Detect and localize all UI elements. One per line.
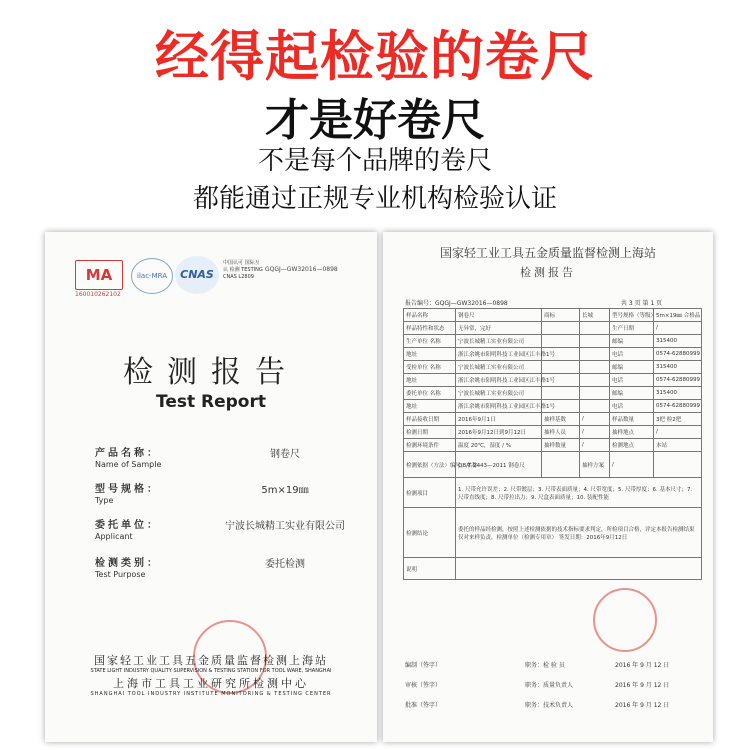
table-cell: /	[580, 439, 610, 452]
table-cell: 样品接收日期	[404, 413, 456, 426]
cover-title-zh: 检测报告	[123, 355, 299, 390]
table-cell: 抽样人员	[542, 426, 580, 439]
field-label: 型号规格：	[95, 484, 160, 495]
report-number: 报告编号：GQGJ—GW32016—0898	[405, 300, 508, 307]
table-cell: 2016年9月1日	[456, 413, 542, 426]
table-cell	[580, 335, 610, 348]
field-sample-name	[95, 444, 300, 469]
table-cell: /	[580, 426, 610, 439]
field-label-en: Name of Sample	[95, 460, 162, 469]
field-value: 委托检测	[265, 559, 305, 570]
ilac-logo: ilac-MRA	[131, 258, 173, 294]
table-cell: 邮编	[610, 361, 654, 374]
table-cell: 抽样地点	[610, 426, 654, 439]
table-cell: 生产日期	[610, 322, 654, 335]
field-type	[95, 480, 309, 505]
table-cell: 5m×19㎜ 合格品	[654, 309, 702, 322]
table-cell	[580, 361, 610, 374]
table-row	[404, 478, 702, 508]
table-cell: 抽样方案	[580, 452, 610, 478]
signature-date: 2016 年 9 月 12 日	[615, 682, 670, 689]
table-cell: 邮编	[610, 335, 654, 348]
table-cell: 温度 20℃，湿度 / %	[456, 439, 542, 452]
table-cell: 受检单位 名称	[404, 361, 456, 374]
table-cell: 315400	[654, 335, 702, 348]
table-row	[404, 322, 702, 335]
table-cell	[542, 335, 580, 348]
table-cell: 浙江余姚市阳明科技工业园区江丰路1号	[456, 400, 542, 413]
table-cell: 315400	[654, 361, 702, 374]
table-cell: 地址	[404, 400, 456, 413]
table-cell: 电话	[610, 374, 654, 387]
cnas-text: 中国认可 国际互认 检测 TESTING CNAS L2809	[223, 260, 263, 280]
table-cell: 地址	[404, 374, 456, 387]
table-cell	[542, 361, 580, 374]
institute-name-en: STATE LIGHT INDUSTRY QUALITY SUPERVISION & TESTING STATION FOR TOOL WARE, SHANGHAI	[90, 668, 332, 674]
table-cell: 0574-62880999	[654, 400, 702, 413]
table-cell: /	[654, 322, 702, 335]
table-cell: 电话	[610, 400, 654, 413]
signature-role: 审核（签字）	[405, 682, 442, 689]
table-cell: 浙江余姚市阳明科技工业园区江丰路1号	[456, 348, 542, 361]
table-row	[404, 426, 702, 439]
table-cell: /	[610, 452, 654, 478]
table-cell: 长城	[580, 309, 610, 322]
table-cell: 检测地点	[610, 439, 654, 452]
table-cell: /	[580, 413, 610, 426]
report-cover-page	[45, 232, 377, 742]
table-cell: 邮编	[610, 387, 654, 400]
signature-position: 职务：检 验 员	[525, 662, 565, 669]
table-cell	[456, 558, 702, 580]
field-label-en: Type	[95, 496, 114, 505]
table-cell: 浙江余姚市阳明科技工业园区江丰路1号	[456, 374, 542, 387]
table-cell: QB/T 2443—2011 钢卷尺	[456, 452, 542, 478]
table-cell: 地址	[404, 348, 456, 361]
headline-main: 经得起检验的卷尺	[155, 25, 595, 88]
cnas-logo: CNAS	[175, 256, 219, 294]
institute-name-zh: 国家轻工业工具五金质量监督检测上海站	[94, 654, 328, 667]
report-detail-page	[383, 232, 713, 742]
table-cell	[542, 452, 580, 478]
institute2-name-zh: 上海市工具工业研究所检测中心	[113, 677, 309, 690]
field-label: 产品名称：	[95, 448, 160, 459]
table-cell: 抽样基数	[542, 413, 580, 426]
signature-role: 编制（签字）	[405, 662, 442, 669]
table-cell: 检测依据（方法）编号、名称	[404, 452, 456, 478]
table-cell: 生产单位 名称	[404, 335, 456, 348]
table-cell: 宁波长城精工实业有限公司	[456, 335, 542, 348]
table-row	[404, 400, 702, 413]
field-label: 委托单位：	[95, 520, 160, 531]
table-row	[404, 361, 702, 374]
table-cell: 315400	[654, 387, 702, 400]
table-cell	[580, 322, 610, 335]
table-row	[404, 309, 702, 322]
field-applicant	[95, 516, 345, 541]
field-label: 检测类别：	[95, 558, 160, 569]
table-cell: 本站	[654, 439, 702, 452]
table-cell: 样品特性和状态	[404, 322, 456, 335]
table-cell: 委托单位 名称	[404, 387, 456, 400]
report-institute-title: 国家轻工业工具五金质量监督检测上海站	[439, 246, 656, 260]
signature-date: 2016 年 9 月 12 日	[615, 662, 670, 669]
table-cell: 检测项目	[404, 478, 456, 508]
institute2-name-en: SHANGHAI TOOL INDUSTRY INSTITUTE MONITORING & TESTING CENTER	[90, 691, 332, 697]
table-cell: 宁波长城精工实业有限公司	[456, 387, 542, 400]
table-row	[404, 335, 702, 348]
report-table	[403, 308, 702, 580]
field-test-purpose	[95, 554, 305, 579]
headline-secondary: 才是好卷尺	[265, 95, 485, 146]
table-cell: 检测日期	[404, 426, 456, 439]
table-cell: 委托的样品经检测，按照上述检测依据的技术指标要求判定，所检项目合格，评定本报告检测结果仅对来样负责。检测单位（检测专用章） 签发日期：2016年9月12日	[456, 508, 702, 558]
table-cell	[542, 387, 580, 400]
official-seal-icon	[593, 588, 657, 652]
table-cell: 检测环境条件	[404, 439, 456, 452]
cover-title-en: Test Report	[155, 392, 266, 412]
table-cell	[654, 452, 702, 478]
table-cell	[580, 348, 610, 361]
cma-number: 160010262102	[75, 291, 121, 298]
signature-role: 批准（签字）	[405, 702, 442, 709]
table-cell: 0574-62880999	[654, 348, 702, 361]
field-value: 钢卷尺	[270, 449, 300, 460]
signature-position: 职务：技术负责人	[525, 702, 574, 709]
table-cell: 检测结论	[404, 508, 456, 558]
accreditation-logos	[75, 254, 365, 299]
signature-position: 职务：质量负责人	[525, 682, 574, 689]
table-cell: 商标	[542, 309, 580, 322]
table-cell	[580, 387, 610, 400]
table-cell: 样品数量	[610, 413, 654, 426]
table-cell: 样品名称	[404, 309, 456, 322]
field-label-en: Applicant	[95, 532, 133, 541]
table-row	[404, 413, 702, 426]
field-value: 宁波长城精工实业有限公司	[225, 521, 345, 532]
table-cell: 1. 尺带允许误差；2. 尺带镀层；3. 尺带表面质量；4. 尺带宽度；5. 尺带厚度；6. 基本尺寸；7. 尺带直线度；8. 尺带拉出力；9. 尺盒表面质量；10. 装配性能	[456, 478, 702, 508]
table-cell: 3把 检2把	[654, 413, 702, 426]
table-cell	[542, 322, 580, 335]
table-cell: 钢卷尺	[456, 309, 542, 322]
cover-report-code: GQGJ—GW32016—0898	[265, 266, 338, 273]
field-value: 5m×19㎜	[261, 485, 309, 496]
table-cell: 无异常，完好	[456, 322, 542, 335]
table-row	[404, 452, 702, 478]
table-cell: 型号规格（等级）	[610, 309, 654, 322]
table-cell: 抽样数量	[542, 439, 580, 452]
table-row	[404, 348, 702, 361]
report-page-info: 共 3 页 第 1 页	[621, 300, 663, 307]
table-cell: 2016年9月12日到9月12日	[456, 426, 542, 439]
table-cell	[580, 374, 610, 387]
table-cell: 说明	[404, 558, 456, 580]
field-label-en: Test Purpose	[95, 570, 146, 579]
signature-date: 2016 年 9 月 12 日	[615, 702, 670, 709]
report-subtitle: 检测报告	[520, 266, 576, 279]
table-row	[404, 387, 702, 400]
table-row	[404, 374, 702, 387]
table-row	[404, 439, 702, 452]
table-row	[404, 558, 702, 580]
table-cell	[580, 400, 610, 413]
table-cell: 0574-62880999	[654, 374, 702, 387]
table-cell: /	[654, 426, 702, 439]
headline-line3: 不是每个品牌的卷尺	[257, 146, 492, 176]
headline-line4: 都能通过正规专业机构检验认证	[192, 184, 557, 214]
cma-logo: MA	[75, 260, 123, 290]
table-cell: 电话	[610, 348, 654, 361]
table-row	[404, 508, 702, 558]
table-cell: 宁波长城精工实业有限公司	[456, 361, 542, 374]
